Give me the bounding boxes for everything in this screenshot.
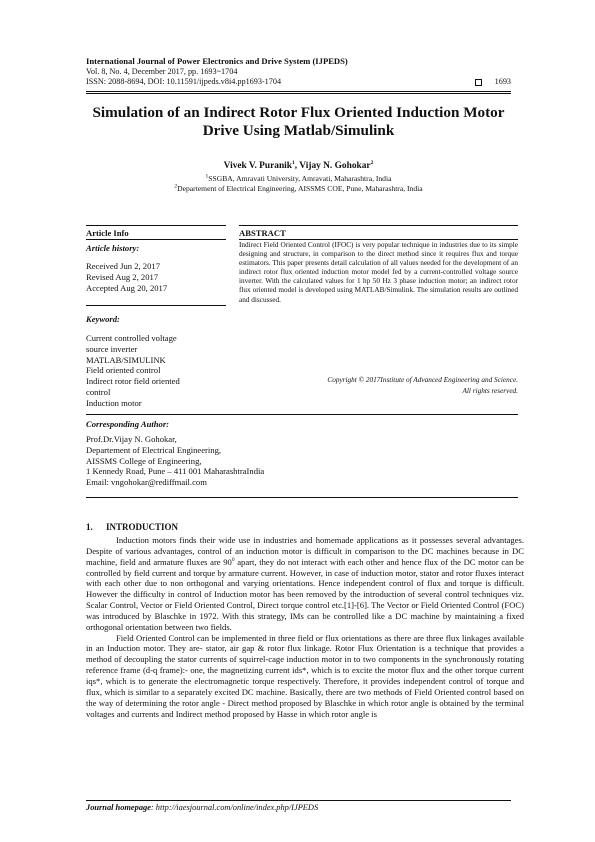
footer-rule	[86, 800, 511, 801]
keyword-line: Field oriented control	[86, 365, 161, 376]
square-box-icon	[475, 79, 482, 86]
corresponding-line: 1 Kennedy Road, Pune – 411 001 MaharashtraIndia	[86, 466, 265, 477]
history-revised: Revised Aug 2, 2017	[86, 271, 159, 282]
affiliation-1-text: SSGBA, Amravati University, Amravati, Maharashtra, India	[208, 174, 392, 183]
authors	[86, 161, 511, 171]
intro-paragraph-1	[86, 535, 524, 633]
affiliation-1-sup: 1	[205, 173, 209, 180]
intro-p1-degree-sup: 0	[231, 556, 235, 563]
keyword-list	[86, 333, 226, 409]
journal-name: International Journal of Power Electronics and Drive System (IJPEDS)	[86, 56, 348, 66]
paper-title	[86, 104, 511, 139]
section-heading-text: INTRODUCTION	[106, 522, 179, 532]
author-2: Vijay N. Gohokar	[299, 161, 371, 171]
intro-p1-part-b: apart, they do not interact with each other and hence flux of the DC motor can be controlled by field current and torque by armature current. However, in case of induction motor, stator and rotor fluxes interact with each other due to non orthogonal and varying orientations. Hence independent control of flux and torque is difficult. However the difficulty in control of Induction motor has been removed by the introduction of several control techniques viz. Scalar Control, Vector or Field Oriented Control, Direct torque control etc.[1]-[6]. The Vector or Field Oriented Control (FOC) was introduced by Blaschke in 1972. With this strategy, IMs can be controlled like a DC machine by maintaining a fixed orthogonal orientation between two fields.	[86, 556, 524, 632]
article-history-heading: Article history:	[86, 243, 140, 253]
journal-volume: Vol. 8, No. 4, December 2017, pp. 1693~1704	[86, 66, 238, 76]
header-rule	[86, 91, 511, 94]
keyword-line: MATLAB/SIMULINK	[86, 354, 166, 365]
article-info-sub-rule	[86, 239, 226, 240]
abstract-heading: ABSTRACT	[239, 228, 286, 238]
keyword-heading: Keyword:	[86, 314, 120, 324]
issn-row	[86, 77, 511, 88]
page-number-group	[475, 77, 511, 88]
corresponding-line: Departement of Electrical Engineering,	[86, 444, 222, 455]
author-1-sup: 1	[292, 159, 295, 166]
history-keyword-rule	[86, 305, 226, 306]
keyword-line: source inverter	[86, 343, 138, 354]
footer	[86, 803, 318, 812]
affiliation-2	[86, 184, 511, 193]
article-info-heading: Article Info	[86, 228, 129, 238]
introduction-body	[86, 535, 524, 719]
introduction-heading	[86, 522, 178, 532]
copyright-line-2: All rights reserved.	[462, 386, 518, 395]
journal-issn: ISSN: 2088-8694, DOI: 10.11591/ijpeds.v8i4.pp1693-1704	[86, 77, 282, 87]
corresponding-line: Email: vngohokar@rediffmail.com	[86, 477, 207, 488]
info-block-bottom-rule	[86, 414, 518, 415]
author-separator: ,	[294, 161, 300, 171]
abstract-top-rule	[239, 225, 518, 226]
corresponding-author	[86, 434, 511, 488]
keyword-line: Current controlled voltage	[86, 333, 177, 343]
title-line-2: Drive Using Matlab/Simulink	[202, 121, 395, 139]
keyword-line: control	[86, 386, 111, 397]
article-history	[86, 261, 226, 293]
section-number: 1.	[86, 522, 93, 532]
article-info-top-rule	[86, 225, 226, 226]
keyword-line: Indirect rotor field oriented	[86, 376, 180, 387]
intro-p1-part-a: Induction motors finds their wide use in industries and homemade applications as it possesses several advantages. Despite of various advantages, control of an induction motor is difficult in comparison to the DC machines because in DC machine, field and armature fluxes are 90	[86, 535, 524, 567]
corresponding-bottom-rule	[86, 497, 518, 498]
copyright	[239, 375, 518, 396]
journal-header	[86, 56, 511, 88]
author-1: Vivek V. Puranik	[223, 161, 293, 171]
affiliation-2-sup: 2	[174, 183, 178, 190]
author-2-sup: 2	[370, 159, 374, 166]
title-line-1: Simulation of an Indirect Rotor Flux Oriented Induction Motor	[92, 104, 505, 121]
page-number: 1693	[494, 77, 511, 87]
abstract-text: Indirect Field Oriented Control (IFOC) is very popular technique in industries due to its simple designing and structure, in comparison to the direct method since it requires flux and torque estimators. This paper presents detail calculation of all values needed for the development of an indirect rotor flux oriented induction motor model fed by a current-controlled voltage source inverter. With the calculated values for 1 hp 50 Hz 3 phase induction motor; an indirect rotor flux oriented model is developed using MATLAB/Simulink. The simulation results are outlined and discussed.	[239, 241, 518, 304]
affiliation-2-text: Departement of Electrical Engineering, AISSMS COE, Pune, Maharashtra, India	[177, 184, 423, 193]
keyword-line: Induction motor	[86, 397, 142, 408]
affiliation-1	[86, 174, 511, 183]
footer-label: Journal homepage	[86, 803, 151, 812]
footer-url[interactable]: : http://iaesjournal.com/online/index.php/IJPEDS	[150, 803, 319, 812]
history-accepted: Accepted Aug 20, 2017	[86, 282, 168, 293]
history-received: Received Jun 2, 2017	[86, 261, 160, 271]
copyright-line-1: Copyright © 2017Institute of Advanced Engineering and Science.	[327, 376, 518, 384]
corresponding-line: AISSMS College of Engineering,	[86, 455, 202, 466]
corresponding-line: Prof.Dr.Vijay N. Gohokar,	[86, 434, 177, 444]
corresponding-heading: Corresponding Author:	[86, 419, 170, 429]
abstract-sub-rule	[239, 239, 518, 240]
intro-paragraph-2: Field Oriented Control can be implemented in three field or flux orientations as there are three flux linkages available in an Induction motor. They are- stator, air gap & rotor flux linkage. Rotor Flux Orientation is a technique that provides a method of decoupling the stator currents of squirrel-cage induction motor in to two components in the synchronously rotating reference frame (d-q frame):- one, the magnetizing current ids*, which is to excite the motor flux and the other torque current iqs*, which is to generate the electromagnetic torque respectively. Therefore, it provides independent control of torque and flux, which is similar to a separately excited DC machine. Basically, there are two methods of Field Oriented control based on the way of determining the rotor angle - Direct method proposed by Blaschke in which rotor angle is obtained by the terminal voltages and currents and Indirect method proposed by Hasse in which rotor angle is	[86, 632, 524, 719]
